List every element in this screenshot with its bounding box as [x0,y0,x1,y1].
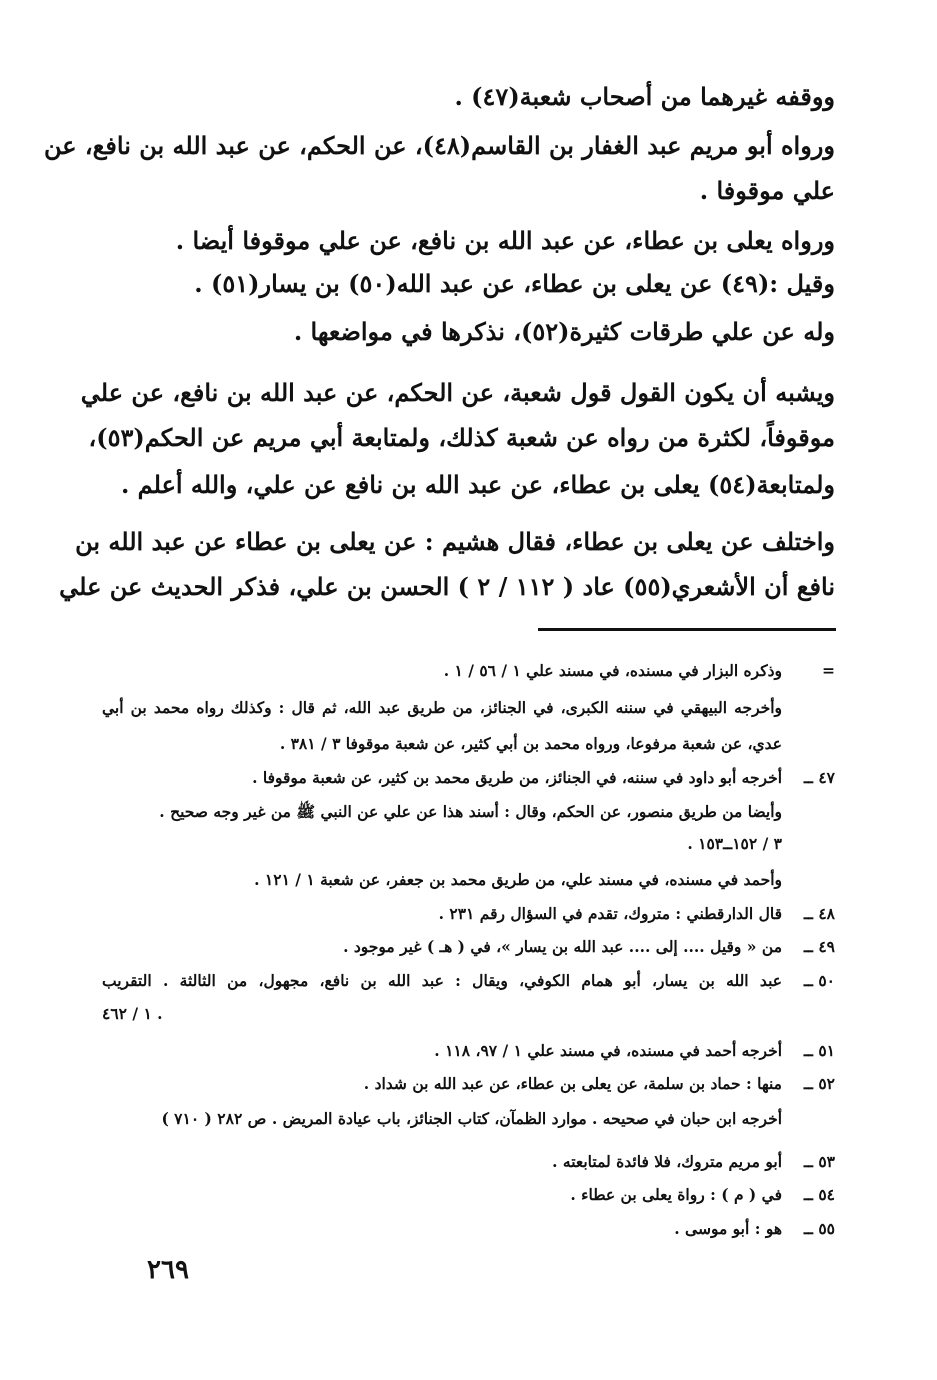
footnote-line: وذكره البزار في مسنده، في مسند علي ١ / ٥٦ / ١ . [443,661,782,680]
main-line-7: ويشبه أن يكون القول قول شعبة، عن الحكم، عن عبد الله بن نافع، عن علي [80,378,835,407]
main-line-4: ورواه يعلى بن عطاء، عن عبد الله بن نافع، عن علي موقوفا أيضا . [175,226,835,255]
main-line-11: نافع أن الأشعري(٥٥) عاد ( ١١٢ / ٢ ) الحسن بن علي، فذكر الحديث عن علي [59,572,835,601]
main-line-6: وله عن علي طرقات كثيرة(٥٢)، نذكرها في مواضعها . [293,317,835,346]
footnote-line: منها : حماد بن سلمة، عن يعلى بن عطاء، عن عبد الله بن شداد . [363,1074,782,1093]
main-line-9: ولمتابعة(٥٤) يعلى بن عطاء، عن عبد الله بن نافع عن علي، والله أعلم . [120,470,835,499]
main-line-2: ورواه أبو مريم عبد الغفار بن القاسم(٤٨)، عن الحكم، عن عبد الله بن نافع، عن [43,131,835,160]
footnote-line: في ( م ) : رواة يعلى بن عطاء . [570,1185,782,1204]
footnote-number: ٤٧ ــ [803,768,835,787]
footnote-line: أخرجه ابن حبان في صحيحه . موارد الظمآن، كتاب الجنائز، باب عيادة المريض . ص ٢٨٢ ( ٧١٠ ) [161,1109,782,1128]
main-line-10: واختلف عن يعلى بن عطاء، فقال هشيم : عن يعلى بن عطاء عن عبد الله بن [75,527,835,556]
footnote-line: وأيضا من طريق منصور، عن الحكم، وقال : أسند هذا عن علي عن النبي ﷺ من غير وجه صحيح . [159,802,782,821]
footnote-line: عدي، عن شعبة مرفوعا، ورواه محمد بن أبي كثير، عن شعبة موقوفا ٣ / ٣٨١ . [279,734,782,753]
footnote-line: قال الدارقطني : متروك، تقدم في السؤال رقم ٢٣١ . [438,904,782,923]
footnote-line: أبو مريم متروك، فلا فائدة لمتابعته . [552,1152,782,1171]
footnote-marker: = [822,661,835,680]
footnote-line: هو : أبو موسى . [674,1219,782,1238]
footnote-number: ٤٨ ــ [803,904,835,923]
footnote-number: ٥٥ ــ [803,1219,835,1238]
footnote-line: من « وقيل .... إلى .... عبد الله بن يسار »، في ( هـ ) غير موجود . [343,937,782,956]
footnote-number: ٥١ ــ [803,1041,835,1060]
main-line-1: ووقفه غيرهما من أصحاب شعبة(٤٧) . [454,82,835,111]
footnote-line: وأخرجه البيهقي في سننه الكبرى، في الجنائز، من طريق عبد الله، ثم قال : وكذلك رواه محمد بن أبي [102,698,782,717]
page-number: ٢٦٩ [147,1255,189,1285]
footnote-number: ٤٩ ــ [803,937,835,956]
footnote-line: أخرجه أحمد في مسنده، في مسند علي ١ / ٩٧، ١١٨ . [434,1041,782,1060]
footnote-separator [538,628,836,631]
footnote-line: أخرجه أبو داود في سننه، في الجنائز، من طريق محمد بن كثير، عن شعبة موقوفا . [252,768,782,787]
footnote-number: ٥٠ ــ [803,971,835,990]
footnote-line: ٣ / ١٥٢ــ١٥٣ . [687,834,782,853]
main-line-5: وقيل :(٤٩) عن يعلى بن عطاء، عن عبد الله(٥٠) بن يسار(٥١) . [194,269,835,298]
footnote-number: ٥٣ ــ [803,1152,835,1171]
main-line-8: موقوفاً، لكثرة من رواه عن شعبة كذلك، ولمتابعة أبي مريم عن الحكم(٥٣)، [88,423,835,452]
footnote-line: عبد الله بن يسار، أبو همام الكوفي، ويقال : عبد الله بن نافع، مجهول، من الثالثة . التقريب [102,971,782,990]
footnote-line: وأحمد في مسنده، في مسند علي، من طريق محمد بن جعفر، عن شعبة ١ / ١٢١ . [254,870,782,889]
footnote-number: ٥٢ ــ [803,1074,835,1093]
footnote-line: ١ / ٤٦٢ . [102,1004,163,1023]
footnote-number: ٥٤ ــ [803,1185,835,1204]
main-line-3: علي موقوفا . [699,176,835,205]
